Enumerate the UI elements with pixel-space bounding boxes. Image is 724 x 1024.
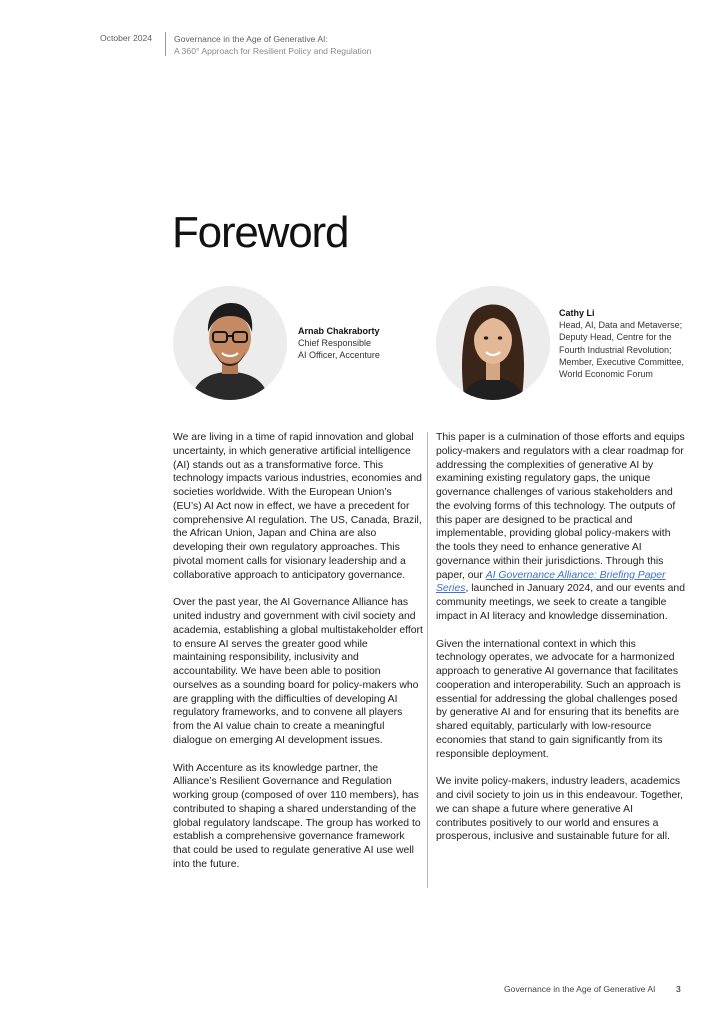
page-title: Foreword xyxy=(172,208,349,257)
author-name: Arnab Chakraborty xyxy=(298,326,380,336)
paragraph-text: This paper is a culmination of those efforts and equips policy-makers and regulators with a clear roadmap for addressing the complexities of generative AI by examining existing regulatory gaps, the unique governance challenges of various stakeholders and the evolving forms of this technology. The outputs of this paper are designed to be practical and implementable, providing global policy-makers with the tools they need to enhance generative AI governance within their jurisdictions. Through this paper, our xyxy=(436,432,685,581)
author-role-line: Member, Executive Committee, xyxy=(559,356,685,367)
paragraph: With Accenture as its knowledge partner, the Alliance’s Resilient Governance and Regulation working group (composed of over 110 members), has contributed to shaping a shared understanding of the global regulatory landscape. The group has worked to establish a comprehensive governance framework that could be used to regulate generative AI use well into the future. xyxy=(173,762,421,870)
author-role-line: Deputy Head, Centre for the xyxy=(559,332,672,343)
header-title: Governance in the Age of Generative AI: xyxy=(174,34,328,44)
author-caption-arnab xyxy=(298,325,380,362)
paragraph-text: , launched in January 2024, and our events and community meetings, we seek to create a tangible impact in AI literacy and knowledge dissemination. xyxy=(436,583,685,622)
author-role-line: Head, AI, Data and Metaverse; xyxy=(559,320,683,331)
author-photo-cathy xyxy=(436,286,550,400)
author-role-line: World Economic Forum xyxy=(559,369,653,380)
author-photo-arnab xyxy=(173,286,287,400)
portrait-man-illustration xyxy=(173,286,287,400)
paragraph: Over the past year, the AI Governance Alliance has united industry and government with civil society and academia, establishing a global multistakeholder effort to ensure AI serves the greater good while maintaining responsibility, inclusivity and accountability. We have been able to position ourselves as a sounding board for policy-makers who are grappling with the difficulties of developing AI regulatory frameworks, and to convene all players from the AI value chain to create a meaningful dialogue on emerging AI development issues. xyxy=(173,597,423,746)
header-subtitle: A 360° Approach for Resilient Policy and Regulation xyxy=(174,46,372,56)
author-role-line: Fourth Industrial Revolution; xyxy=(559,344,672,355)
author-role-line: Chief Responsible xyxy=(298,338,372,349)
paragraph: We are living in a time of rapid innovation and global uncertainty, in which generative artificial intelligence (AI) stands out as a transformative force. This technology impacts various industries, economies and societies worldwide. With the European Union’s (EU’s) AI Act now in effect, we have a precedent for comprehensive AI regulation. The US, Canada, Brazil, the African Union, Japan and China are also developing their own regulatory approaches. This pivotal moment calls for visionary leadership and a collaborative approach to anticipatory governance. xyxy=(173,432,422,581)
header-title-block xyxy=(174,33,371,57)
briefing-series-link[interactable]: AI Governance Alliance: Briefing Paper Series xyxy=(436,569,666,595)
body-column-left xyxy=(173,431,423,886)
author-name: Cathy Li xyxy=(559,308,595,318)
portrait-woman-illustration xyxy=(436,286,550,400)
paragraph xyxy=(436,431,686,624)
header-divider xyxy=(165,32,166,56)
column-divider xyxy=(427,432,428,888)
page-number: 3 xyxy=(676,984,681,994)
footer-title: Governance in the Age of Generative AI xyxy=(504,984,656,994)
paragraph: We invite policy-makers, industry leaders, academics and civil society to join us in this endeavour. Together, we can shape a future where generative AI contributes positively to our world and ensures a prosperous, inclusive and sustainable future for all. xyxy=(436,776,684,843)
header-date: October 2024 xyxy=(100,33,153,43)
author-role-line: AI Officer, Accenture xyxy=(298,350,380,361)
body-column-right xyxy=(436,431,686,858)
author-caption-cathy xyxy=(559,307,684,380)
paragraph: Given the international context in which this technology operates, we advocate for a harmonized approach to generative AI governance that facilitates cooperation and interoperability. Such an approach is essential for addressing the global challenges posed by generative AI and for ensuring that its benefits are shared equitably, particularly with low-resource economies that stand to gain significantly from its responsible deployment. xyxy=(436,638,681,760)
